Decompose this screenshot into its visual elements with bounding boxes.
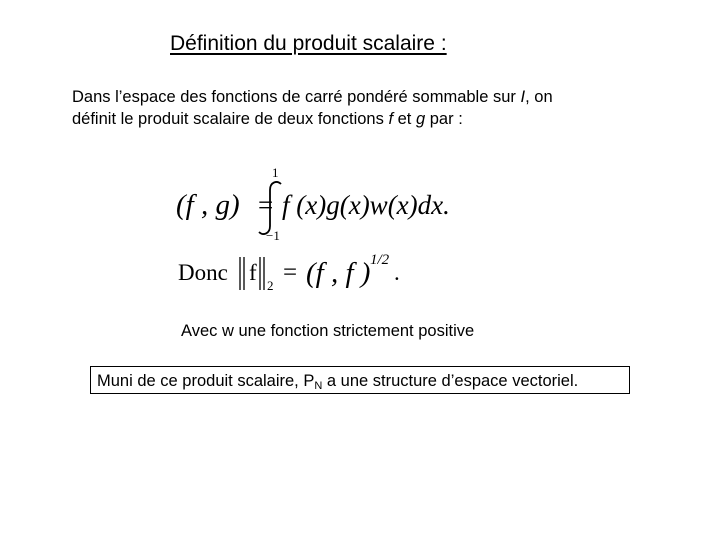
norm-equals-sign: = [283, 259, 298, 286]
intro-text: , on [525, 88, 553, 106]
intro-line-1 [72, 86, 672, 108]
formula-block [170, 160, 490, 300]
positivity-note: Avec w une fonction strictement positive [181, 322, 475, 340]
norm-variable: f [249, 260, 257, 285]
interval-variable: I [520, 88, 526, 106]
intro-text: et [393, 110, 416, 128]
integral-upper-limit: 1 [272, 165, 279, 180]
intro-line-2 [72, 108, 672, 130]
conclusion-box [90, 366, 630, 394]
equals-sign: = [258, 190, 274, 220]
function-variable-g: g [415, 110, 426, 128]
function-variable-f: f [388, 110, 394, 128]
norm-period: . [394, 260, 400, 285]
integral-lower-limit: −1 [266, 228, 280, 243]
norm-rhs: (f , f ) [306, 257, 371, 289]
intro-text: définit le produit scalaire de deux fonctions [72, 110, 389, 128]
conclusion-text: a une structure d’espace vectoriel. [322, 372, 579, 390]
intro-paragraph [72, 86, 672, 130]
conclusion-subscript: N [314, 380, 323, 392]
norm-subscript: 2 [267, 278, 274, 293]
conclusion-text: Muni de ce produit scalaire, P [97, 372, 315, 390]
integrand: f (x)g(x)w(x)dx. [282, 190, 450, 220]
formula-svg [170, 160, 490, 300]
intro-text: Dans l’espace des fonctions de carré pondéré sommable sur [72, 88, 521, 106]
norm-exponent: 1/2 [370, 252, 390, 268]
inner-product-lhs: (f , g) [176, 189, 240, 221]
donc-label: Donc [178, 260, 228, 285]
page-title: Définition du produit scalaire : [170, 32, 447, 55]
intro-text: par : [425, 110, 463, 128]
